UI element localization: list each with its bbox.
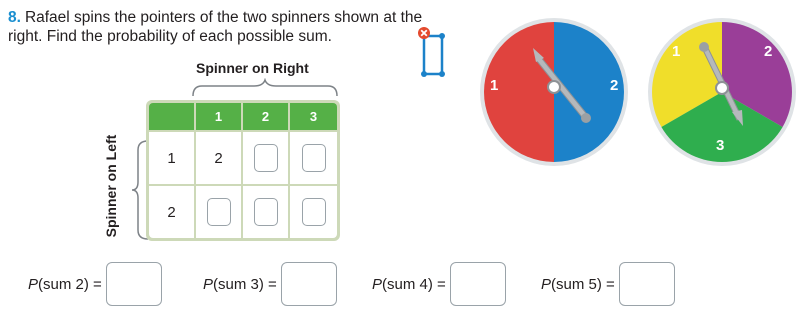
table-cell-1-1: 2 — [196, 132, 241, 184]
spinner-right — [646, 18, 798, 168]
answer-box[interactable] — [302, 144, 326, 172]
row-header-1: 1 — [149, 132, 194, 184]
prob-label: (sum 2) = — [38, 275, 102, 293]
prob-label-prefix: P — [372, 275, 383, 293]
spinner-left — [478, 18, 630, 168]
prob-label-prefix: P — [28, 275, 39, 293]
prob-sum-2 — [28, 262, 162, 306]
prob-label: (sum 3) = — [213, 275, 277, 293]
spinner-right-label-3: 3 — [716, 137, 725, 154]
row-header-2: 2 — [149, 186, 194, 238]
table-cell-1-3 — [290, 132, 337, 184]
prob-sum-2-input[interactable] — [106, 262, 162, 306]
resize-handle[interactable] — [416, 26, 446, 78]
col-header-2: 2 — [243, 103, 288, 130]
spinner-left-label-2: 2 — [610, 77, 619, 94]
prob-sum-4-input[interactable] — [450, 262, 506, 306]
table-cell-2-2 — [243, 186, 288, 238]
answer-box[interactable] — [207, 198, 231, 226]
prob-sum-4 — [372, 262, 506, 306]
sum-table — [146, 100, 340, 241]
right-brace — [190, 78, 340, 100]
close-icon[interactable] — [418, 27, 430, 39]
question-number: 8. — [8, 9, 21, 26]
table-cell-2-1 — [196, 186, 241, 238]
prob-label: (sum 4) = — [382, 275, 446, 293]
prob-sum-5 — [541, 262, 675, 306]
prob-label: (sum 5) = — [551, 275, 615, 293]
question-text — [8, 8, 428, 46]
col-header-3: 3 — [290, 103, 337, 130]
spinner-right-label-1: 1 — [672, 43, 681, 60]
prob-sum-5-input[interactable] — [619, 262, 675, 306]
prob-label-prefix: P — [541, 275, 552, 293]
spinner-right-title: Spinner on Right — [196, 60, 309, 76]
answer-box[interactable] — [302, 198, 326, 226]
answer-box[interactable] — [254, 144, 278, 172]
table-cell-1-2 — [243, 132, 288, 184]
prob-sum-3-input[interactable] — [281, 262, 337, 306]
prob-label-prefix: P — [203, 275, 214, 293]
table-cell-2-3 — [290, 186, 337, 238]
table-corner-cell — [149, 103, 194, 130]
prob-sum-3 — [203, 262, 337, 306]
spinner-left-title: Spinner on Left — [103, 134, 119, 238]
spinner-right-label-2: 2 — [764, 43, 773, 60]
spinner-left-label-1: 1 — [490, 77, 499, 94]
col-header-1: 1 — [196, 103, 241, 130]
answer-box[interactable] — [254, 198, 278, 226]
question-body: Rafael spins the pointers of the two spinners shown at the right. Find the probability of each possible sum. — [8, 9, 423, 45]
